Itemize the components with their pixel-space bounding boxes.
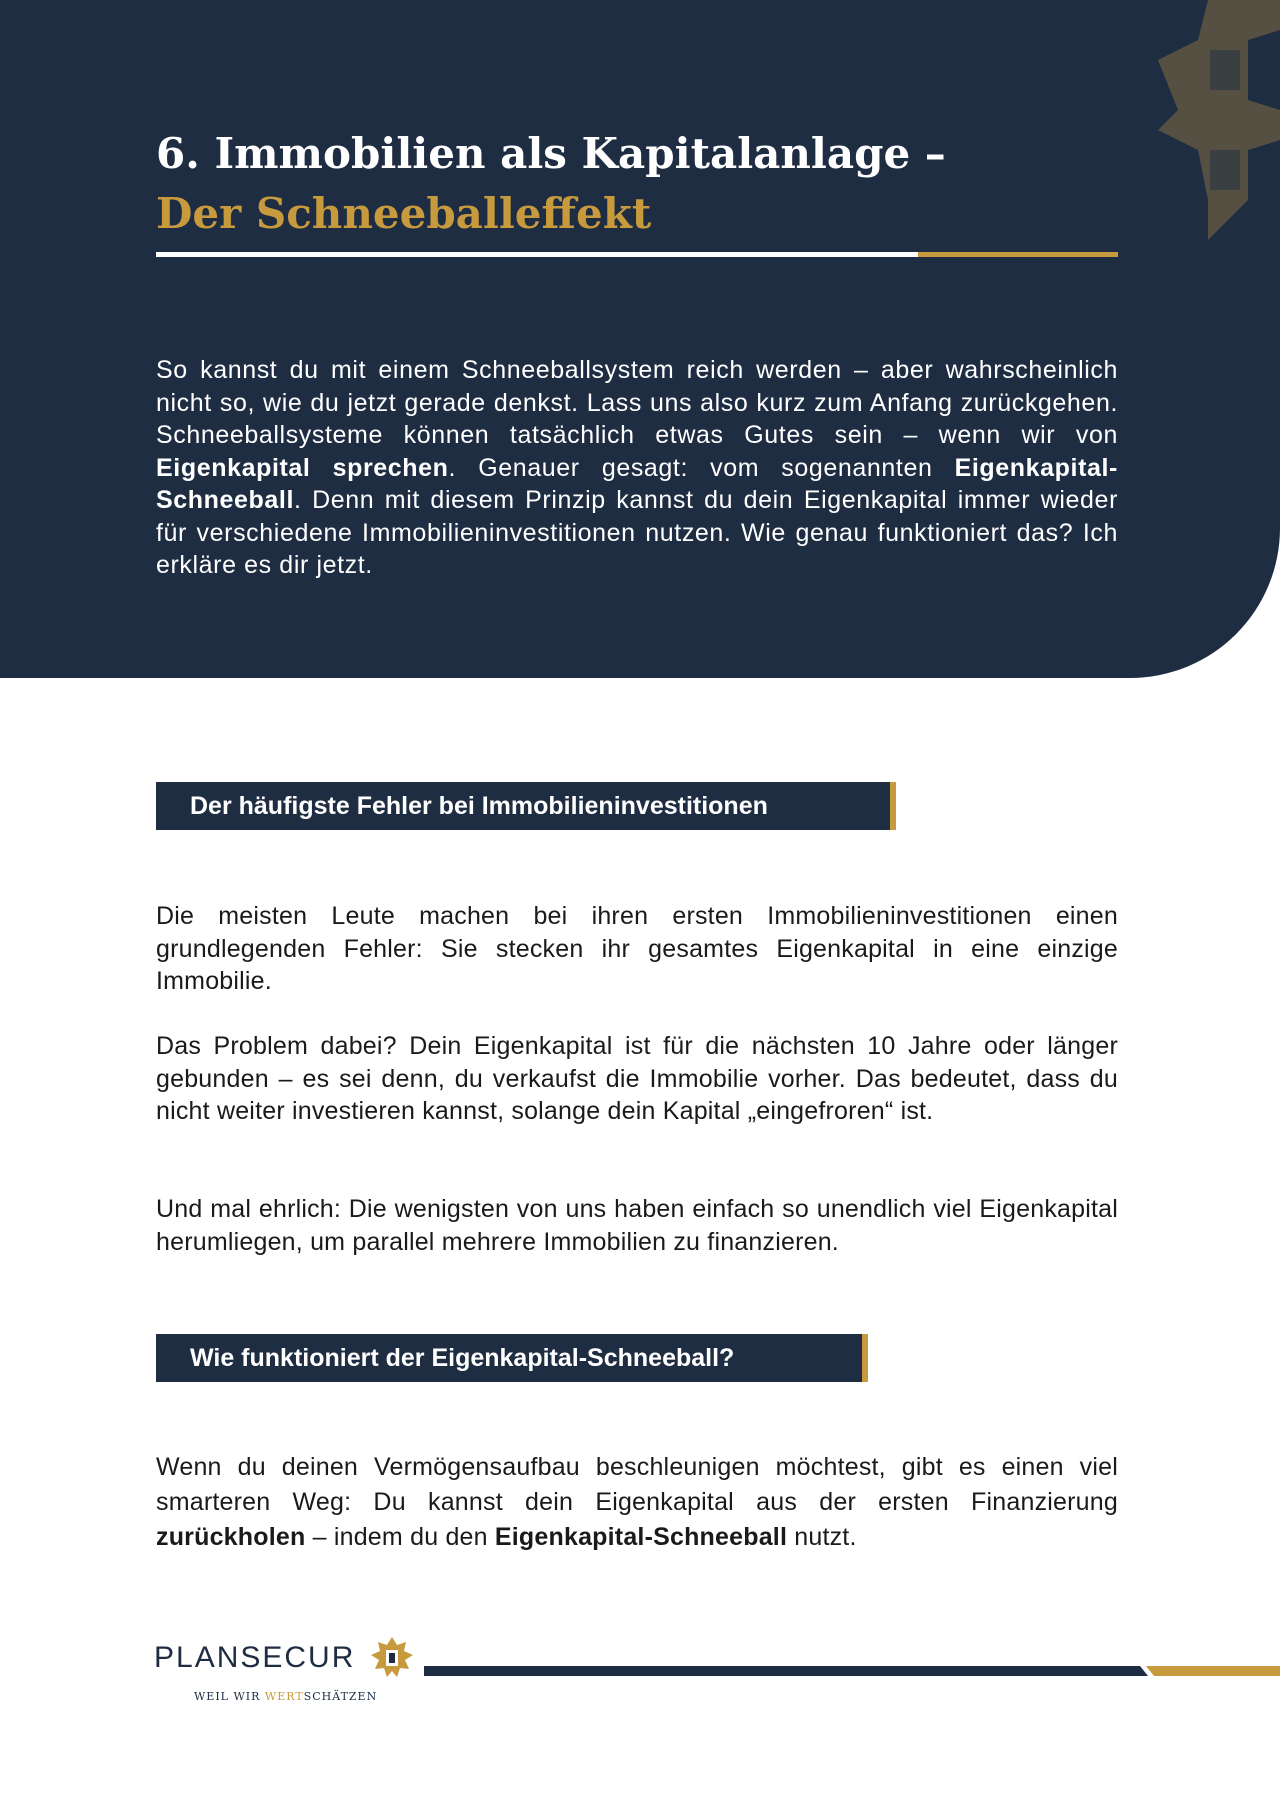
page-title-line2: Der Schneeballeffekt	[156, 189, 652, 238]
section2-text-2: – indem du den	[305, 1523, 495, 1551]
brand-name: PLANSECUR	[154, 1641, 356, 1674]
section-heading-schneeball: Wie funktioniert der Eigenkapital-Schneeball?	[156, 1334, 868, 1382]
decorative-star-icon	[1148, 0, 1280, 240]
star-icon	[370, 1636, 414, 1680]
intro-text-3: . Denn mit diesem Prinzip kannst du dein Eigenkapital immer wieder für verschiedene Immobilieninvestitionen nutzen. Wie genau funktioniert das? Ich erkläre es dir jetzt.	[156, 486, 1118, 579]
section1-paragraph-1: Die meisten Leute machen bei ihren ersten Immobilieninvestitionen einen grundlegenden Fehler: Sie stecken ihr gesamtes Eigenkapital in eine einzige Immobilie.	[156, 902, 1118, 995]
intro-text-2: . Genauer gesagt: vom sogenannten	[448, 453, 955, 482]
tagline-pre: WEIL WIR	[194, 1690, 265, 1703]
tagline-highlight: WERT	[264, 1690, 304, 1703]
footer-divider	[424, 1664, 1280, 1678]
section2-paragraph-1	[156, 1450, 1118, 1555]
section1-paragraph-2: Das Problem dabei? Dein Eigenkapital ist für die nächsten 10 Jahre oder länger gebunden – es sei denn, du verkaufst die Immobilie vorher. Das bedeutet, dass du nicht weiter investieren kannst, solange dein Kapital „eingefroren“ ist.	[156, 1032, 1118, 1125]
intro-paragraph	[156, 354, 1118, 582]
page-title	[156, 124, 946, 244]
tagline-post: SCHÄTZEN	[303, 1690, 378, 1703]
title-divider	[156, 252, 918, 257]
intro-text-1: So kannst du mit einem Schneeballsystem reich werden – aber wahrscheinlich nicht so, wie du jetzt gerade denkst. Lass uns also kurz zum Anfang zurückgehen. Schneeballsysteme können tatsächlich etwas Gutes sein – wenn wir von	[156, 356, 1118, 449]
intro-bold-2: Eigenkapital-Schneeball	[156, 453, 1118, 514]
section2-bold-2: Eigenkapital-Schneeball	[494, 1523, 788, 1551]
intro-bold-1: Eigenkapital sprechen	[156, 453, 449, 482]
section1-paragraph-3: Und mal ehrlich: Die wenigsten von uns haben einfach so unendlich viel Eigenkapital herumliegen, um parallel mehrere Immobilien zu finanzieren.	[156, 1195, 1118, 1256]
page-title-line1: 6. Immobilien als Kapitalanlage –	[156, 129, 946, 178]
title-divider-accent	[918, 252, 1118, 257]
footer-logo	[154, 1636, 414, 1680]
section2-text-1: Wenn du deinen Vermögensaufbau beschleunigen möchtest, gibt es einen viel smarteren Weg: Du kannst dein Eigenkapital aus der ersten Finanzierung	[156, 1453, 1118, 1516]
brand-tagline	[194, 1690, 377, 1703]
section2-bold-1: zurückholen	[156, 1523, 306, 1551]
section-heading-fehler: Der häufigste Fehler bei Immobilieninvestitionen	[156, 782, 896, 830]
header-banner	[0, 0, 1280, 678]
section2-text-3: nutzt.	[787, 1523, 857, 1551]
